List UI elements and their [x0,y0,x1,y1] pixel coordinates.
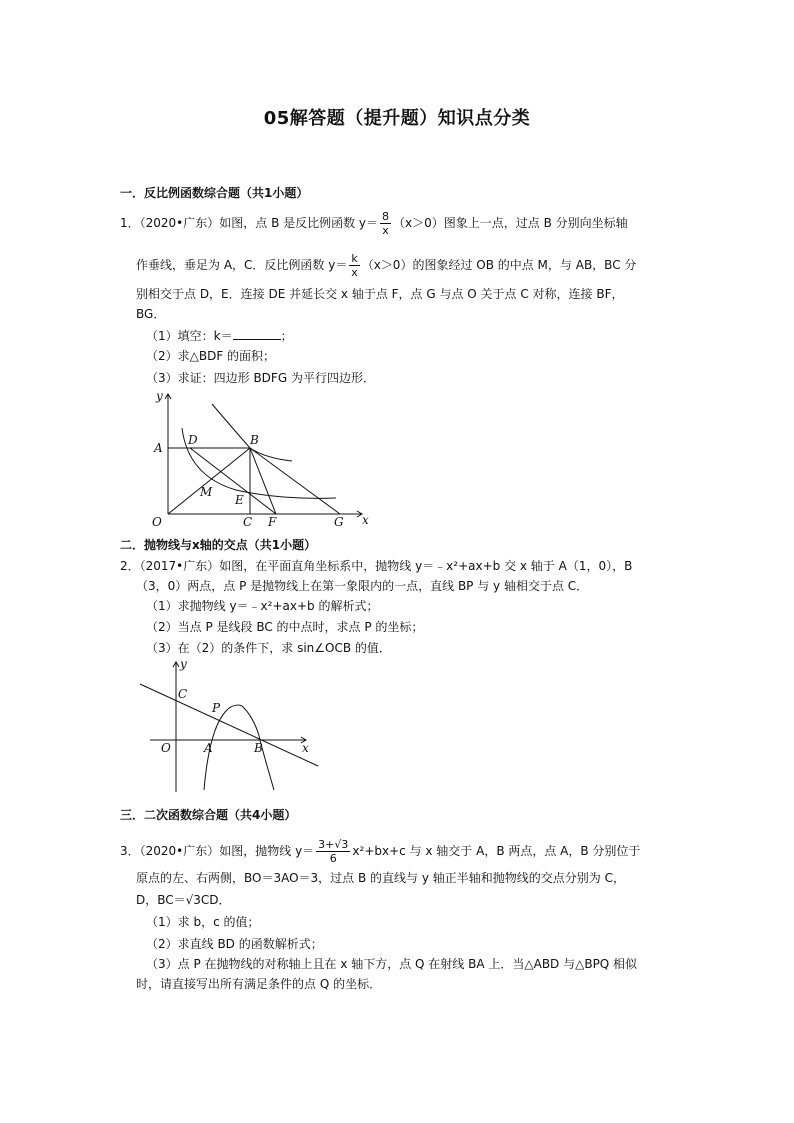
label-O: O [152,515,162,529]
q1-text-1b: （x＞0）图象上一点，过点 B 分别向坐标轴 [393,216,628,230]
answer-blank [233,328,281,340]
label-x: x [362,513,369,527]
label-C: C [243,515,253,529]
q3-line-2: 原点的左、右两侧，BO＝3AO＝3，过点 B 的直线与 y 轴正半轴和抛物线的交点分别为 C， [136,871,625,885]
q3-part-3a: （3）点 P 在抛物线的对称轴上且在 x 轴下方，点 Q 在射线 BA 上．当△ABD 与△BPQ 相似 [146,957,638,971]
q2-line-1: 2．（2017•广东）如图，在平面直角坐标系中，抛物线 y＝﹣x²+ax+b 交 x 轴于 A（1，0），B [120,559,633,573]
q3-text-1b: x²+bx+c 与 x 轴交于 A，B 两点，点 A，B 分别位于 [352,844,641,858]
label-y: y [156,389,163,403]
q2-figure [134,656,324,796]
q2-part-1: （1）求抛物线 y＝﹣x²+ax+b 的解析式； [146,599,379,613]
label-B: B [254,741,263,755]
frac-den: 6 [329,852,337,865]
q1-line-4: BG． [136,307,166,321]
label-P: P [212,701,221,715]
label-M: M [200,485,213,499]
label-A: A [154,441,163,455]
q1-line-3: 别相交于点 D，E．连接 DE 并延长交 x 轴于点 F，点 G 与点 O 关于点 C 对称，连接 BF， [136,287,624,301]
fraction-8-over-x [380,210,391,237]
label-y: y [180,657,187,671]
frac-den: x [382,224,389,237]
label-x: x [302,741,309,755]
label-F: F [268,515,277,529]
label-A: A [204,741,213,755]
q2-part-3: （3）在（2）的条件下，求 sin∠OCB 的值． [146,641,391,655]
frac-num: 8 [382,210,390,223]
q3-text-1a: 3．（2020•广东）如图，抛物线 y＝ [120,844,315,858]
q3-line-1 [120,838,640,865]
fraction-coefficient [316,838,350,865]
label-G: G [334,515,344,529]
q1-figure [140,386,380,532]
q1-line-2 [136,252,636,279]
q1-line-1 [120,210,628,237]
q1-text-2b: （x＞0）的图象经过 OB 的中点 M，与 AB，BC 分 [361,258,637,272]
frac-den: x [351,266,358,279]
q1-text-2a: 作垂线，垂足为 A，C．反比例函数 y＝ [136,258,348,272]
section-heading-1: 一．反比例函数综合题（共1小题） [120,186,309,200]
q1-part-1-end: ； [280,329,293,343]
q1-part-1-text: （1）填空：k＝ [146,329,233,343]
label-D: D [188,433,198,447]
section-heading-2: 二．抛物线与x轴的交点（共1小题） [120,538,317,552]
q3-part-2: （2）求直线 BD 的函数解析式； [146,937,323,951]
q3-line-3: D，BC＝√3CD． [136,893,231,907]
label-B: B [250,433,259,447]
page-title: 05解答题（提升题）知识点分类 [263,108,531,129]
q3-part-1: （1）求 b，c 的值； [146,915,260,929]
q1-text-1a: 1．（2020•广东）如图，点 B 是反比例函数 y＝ [120,216,379,230]
label-C: C [178,687,188,701]
q2-line-2: （3，0）两点，点 P 是抛物线上在第一象限内的一点，直线 BP 与 y 轴相交于点 C． [136,579,589,593]
q1-part-3: （3）求证：四边形 BDFG 为平行四边形． [146,371,375,385]
frac-num: k [351,252,358,265]
q1-part-2: （2）求△BDF 的面积； [146,349,276,363]
section-heading-3: 三．二次函数综合题（共4小题） [120,808,297,822]
frac-num: 3+√3 [318,838,349,851]
label-E: E [235,493,244,507]
q3-part-3b: 时，请直接写出所有满足条件的点 Q 的坐标． [136,977,382,991]
label-O: O [161,741,171,755]
q2-part-2: （2）当点 P 是线段 BC 的中点时，求点 P 的坐标； [146,620,424,634]
fraction-k-over-x [349,252,359,279]
q1-part-1 [146,328,293,344]
